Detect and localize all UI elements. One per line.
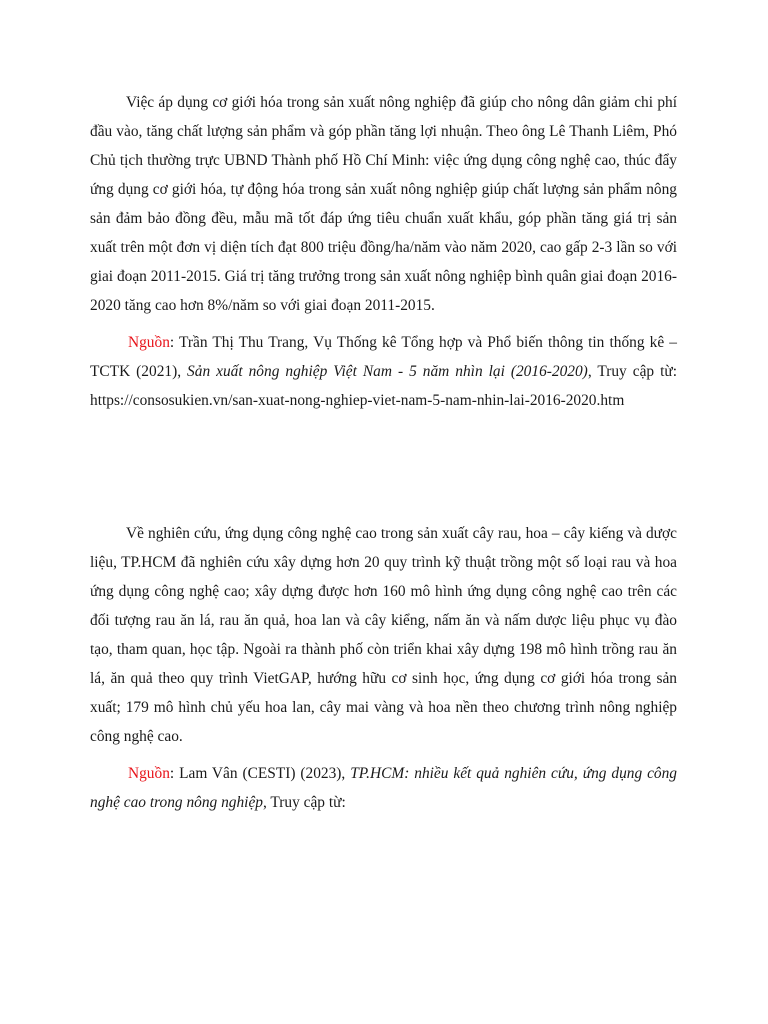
source-label: Nguồn (128, 765, 170, 782)
source-text: : Trần Thị Thu Trang, Vụ Thống kê Tổng hợp và Phổ biến thông tin thống kê – TCTK (2021), (90, 334, 677, 380)
source-label: Nguồn (128, 334, 170, 351)
source-title: Sản xuất nông nghiệp Việt Nam - 5 năm nhìn lại (2016-2020) (187, 363, 588, 380)
source-access-text: , Truy cập từ: (262, 794, 346, 811)
source-text: : Lam Vân (CESTI) (2023), (169, 765, 351, 782)
source-url[interactable]: https://consosukien.vn/san-xuat-nong-nghiep-viet-nam-5-nam-nhin-lai-2016-2020.htm (90, 392, 625, 409)
document-page (90, 88, 677, 817)
paragraph-mechanization: Việc áp dụng cơ giới hóa trong sản xuất nông nghiệp đã giúp cho nông dân giảm chi phí đầu vào, tăng chất lượng sản phẩm và góp phần tăng lợi nhuận. Theo ông Lê Thanh Liêm, Phó Chủ tịch thường trực UBND Thành phố Hồ Chí Minh: việc ứng dụng công nghệ cao, thúc đẩy ứng dụng cơ giới hóa, tự động hóa trong sản xuất nông nghiệp giúp chất lượng sản phẩm nông sản đảm bảo đồng đều, mẫu mã tốt đáp ứng tiêu chuẩn xuất khẩu, góp phần tăng giá trị sản xuất trên một đơn vị diện tích đạt 800 triệu đồng/ha/năm vào năm 2020, cao gấp 2-3 lần so với giai đoạn 2011-2015. Giá trị tăng trưởng trong sản xuất nông nghiệp bình quân giai đoạn 2016-2020 tăng cao hơn 8%/năm so với giai đoạn 2011-2015. (90, 94, 677, 314)
source-access-text: , Truy cập từ: (587, 363, 677, 380)
source-title: TP.HCM: nhiều kết quả nghiên cứu, ứng dụng công nghệ cao trong nông nghiệp (90, 765, 678, 811)
source-citation-1 (90, 328, 677, 415)
section-gap (90, 415, 677, 519)
paragraph-hightech-research: Về nghiên cứu, ứng dụng công nghệ cao trong sản xuất cây rau, hoa – cây kiếng và dược liệu, TP.HCM đã nghiên cứu xây dựng hơn 20 quy trình kỹ thuật trồng một số loại rau và hoa ứng dụng công nghệ cao; xây dựng được hơn 160 mô hình ứng dụng công nghệ cao trên các đối tượng rau ăn lá, rau ăn quả, hoa lan và cây kiểng, nấm ăn và nấm dược liệu phục vụ đào tạo, tham quan, học tập. Ngoài ra thành phố còn triển khai xây dựng 198 mô hình trồng rau ăn lá, ăn quả theo quy trình VietGAP, hướng hữu cơ sinh học, ứng dụng cơ giới hóa trong sản xuất; 179 mô hình chủ yếu hoa lan, cây mai vàng và hoa nền theo chương trình nông nghiệp công nghệ cao. (90, 525, 677, 745)
source-citation-2 (90, 759, 677, 817)
